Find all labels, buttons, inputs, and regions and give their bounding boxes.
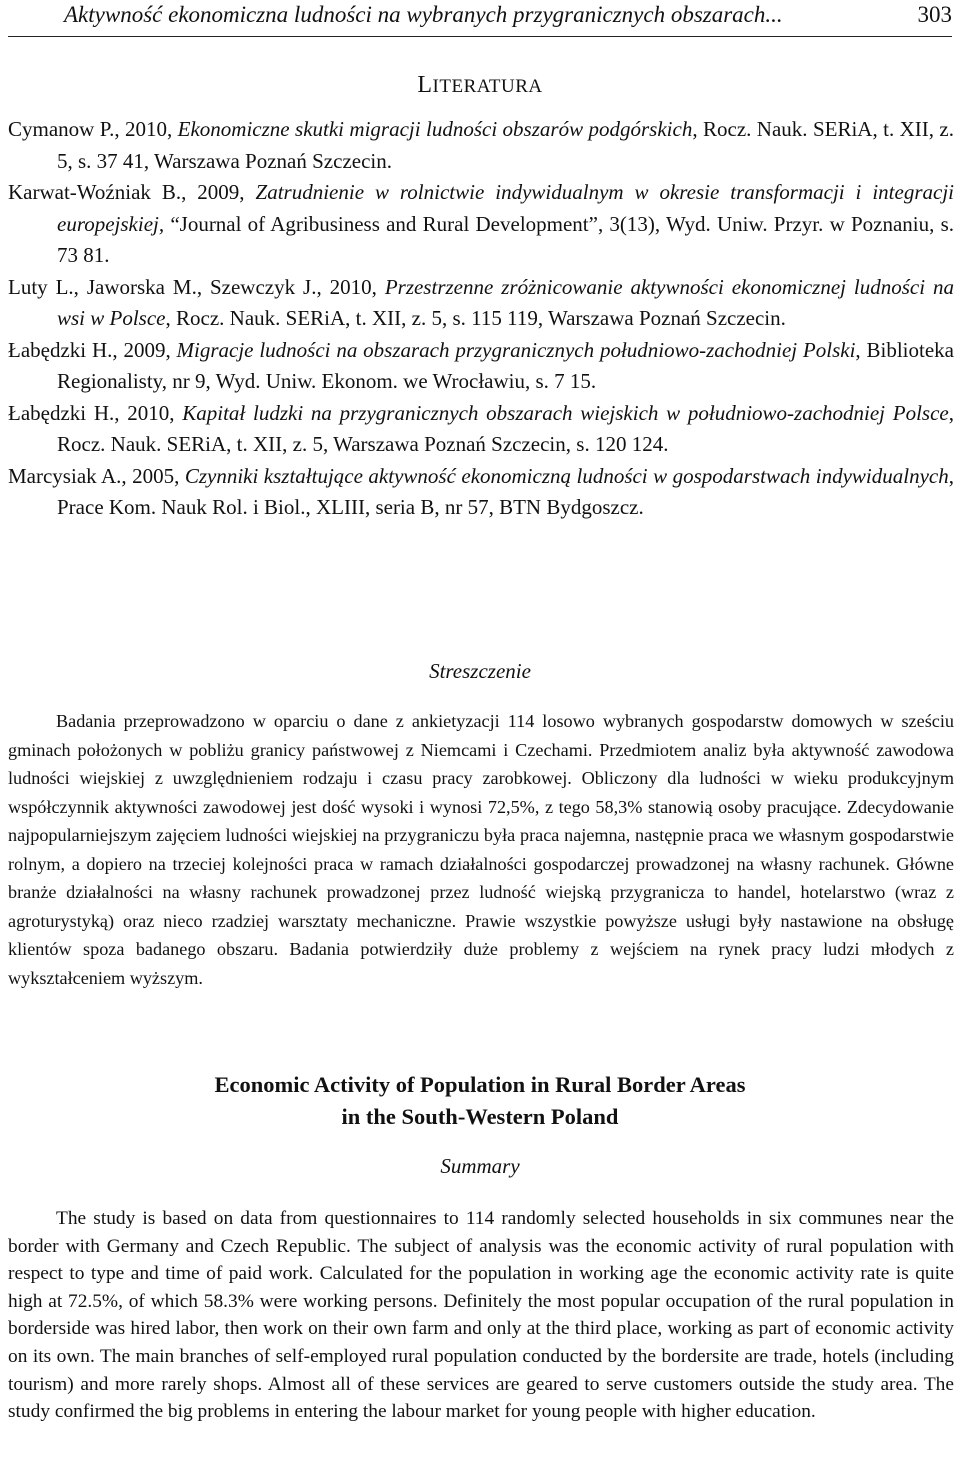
reference-author: Luty L., Jaworska M., Szewczyk J. <box>8 274 317 299</box>
english-title-line: in the South-Western Poland <box>341 1104 619 1129</box>
summary-heading: Summary <box>440 1154 520 1178</box>
reference-item <box>8 461 954 524</box>
reference-year: , 2010, <box>316 274 385 299</box>
reference-source: , Biblioteka Regionalisty, nr 9, Wyd. Uniw. Ekonom. we Wrocławiu, s. 7 15. <box>57 337 954 393</box>
reference-item <box>8 398 954 461</box>
reference-item <box>8 272 954 335</box>
section-heading-literatura <box>0 70 960 102</box>
running-head-title: Aktywność ekonomiczna ludności na wybranych przygranicznych obszarach... <box>64 2 783 27</box>
reference-source: , Rocz. Nauk. SERiA, t. XII, z. 5, s. 37 41, Warszawa Poznań Szczecin. <box>57 117 954 173</box>
reference-item <box>8 114 954 177</box>
reference-title: Kapitał ludzki na przygranicznych obszarach wiejskich w południowo-zachodniej Polsce <box>182 400 949 425</box>
summary-body: The study is based on data from questionnaires to 114 randomly selected households in six communes near the border with Germany and Czech Republic. The subject of analysis was the economic activity of rural population with respect to type and time of paid work. Calculated for the population in working age the economic activity rate is quite high at 72.5%, of which 58.3% were working persons. Definitely the most popular occupation of the rural population in borderside was hired labor, then work on their own farm and only at the third place, working as part of economic activity on its own. The main branches of self-employed rural population conducted by the bordersite are trade, hotels (including tourism) and more rarely shops. Almost all of these services are geared to serve customers outside the study area. The study confirmed the big problems in entering the labour market for young people with higher education. <box>8 1208 954 1423</box>
page-number: 303 <box>917 2 952 27</box>
reference-author: Marcysiak A., 2005, <box>8 463 185 488</box>
reference-source: , Rocz. Nauk. SERiA, t. XII, z. 5, s. 115 119, Warszawa Poznań Szczecin. <box>165 306 786 330</box>
reference-item <box>8 335 954 398</box>
reference-author: Cymanow P., 2010, <box>8 117 178 141</box>
reference-title: Czynniki kształtujące aktywność ekonomiczną ludności w gospodarstwach indywidualnych <box>184 463 949 488</box>
section-heading-initial: L <box>417 72 433 98</box>
section-heading-rest: ITERATURA <box>432 76 543 97</box>
reference-title: Ekonomiczne skutki migracji ludności obszarów podgórskich <box>177 117 693 141</box>
reference-title: Przestrzenne zróżnicowanie aktywności ekonomicznej ludności na wsi w Polsce <box>57 274 954 330</box>
reference-author: Łabędzki H., 2010, <box>8 400 183 425</box>
reference-title: Zatrudnienie w rolnictwie indywidualnym w okresie transformacji i integracji europejskiej, <box>57 180 954 236</box>
abstract-body: Badania przeprowadzono w oparciu o dane z ankietyzacji 114 losowo wybranych gospodarstw domowych w sześciu gminach położonych w pobliżu granicy państwowej z Niemcami i Czechami. Przedmiotem analiz była aktywność zawodowa ludności wiejskiej z uwzględnieniem rodzaju i czasu pracy zarobkowej. Obliczony dla ludności w wieku produkcyjnym współczynnik aktywności zawodowej jest dość wysoki i wynosi 72,5%, z tego 58,3% stanowią osoby pracujące. Zdecydowanie najpopularniejszym zajęciem ludności wiejskiej na przygraniczu była praca najemna, następnie praca we własnym gospodarstwie rolnym, a dopiero na trzeciej kolejności praca w ramach działalności gospodarczej prowadzonej na własny rachunek. Główne branże działalności na własny rachunek prowadzonej przez ludność wiejską przygranicza to handel, hotelarstwo (wraz z agroturystyką) oraz nieco rzadziej warsztaty mechaniczne. Prawie wszystkie powyższe usługi były nastawione na obsługę klientów spoza badanego obszaru. Badania potwierdziły duże problemy z wejściem na rynek pracy ludzi młodych z wykształceniem wyższym. <box>8 711 954 988</box>
reference-source: , Rocz. Nauk. SERiA, t. XII, z. 5, Warszawa Poznań Szczecin, s. 120 124. <box>57 400 954 456</box>
english-title-line: Economic Activity of Population in Rural Border Areas <box>214 1072 746 1097</box>
reference-list <box>8 114 954 524</box>
reference-title: Migracje ludności na obszarach przygranicznych południowo-zachodniej Polski <box>176 337 856 362</box>
reference-source: , Prace Kom. Nauk Rol. i Biol., XLIII, seria B, nr 57, BTN Bydgoszcz. <box>57 463 954 519</box>
reference-item <box>8 177 954 272</box>
abstract-heading: Streszczenie <box>429 659 531 683</box>
reference-source: “Journal of Agribusiness and Rural Development”, 3(13), Wyd. Uniw. Przyr. w Poznaniu, s. 73 81. <box>57 211 954 267</box>
english-title <box>0 1069 960 1133</box>
running-head <box>8 0 952 37</box>
reference-author: Karwat-Woźniak B., 2009, <box>8 180 256 204</box>
reference-author: Łabędzki H., 2009, <box>8 337 177 362</box>
